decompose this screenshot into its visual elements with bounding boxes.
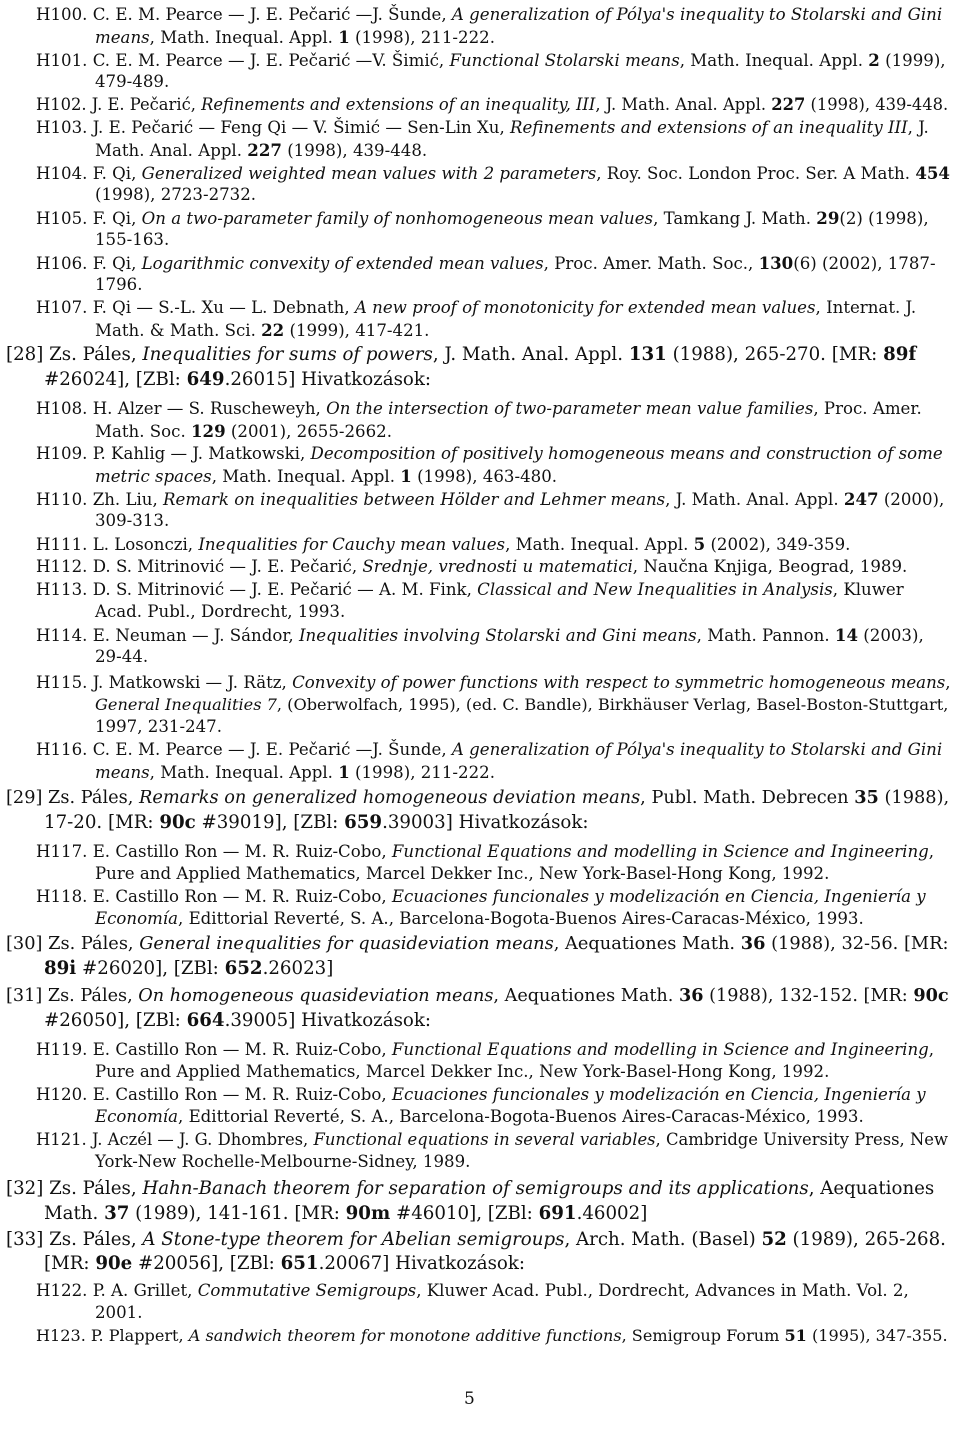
reference-line: 1796.: [95, 275, 143, 294]
page-number: 5: [464, 1389, 475, 1409]
reference-line: H121. J. Aczél — J. G. Dhombres, Functional equations in several variables, Cambridge University Press, New: [36, 1130, 949, 1149]
reference-line: York-New Rochelle-Melbourne-Sidney, 1989.: [95, 1152, 471, 1171]
reference-line: H120. E. Castillo Ron — M. R. Ruiz-Cobo, Ecuaciones funcionales y modelización en Ciencia, Ingeniería y: [36, 1085, 926, 1104]
reference-line: [33] Zs. Páles, A Stone-type theorem for Abelian semigroups, Arch. Math. (Basel) 52 (1989), 265-268.: [6, 1229, 946, 1250]
reference-line: Math. Soc. 129 (2001), 2655-2662.: [95, 421, 392, 441]
reference-line: H113. D. S. Mitrinović — J. E. Pečarić — A. M. Fink, Classical and New Inequalities in Analysis, Kluwer: [36, 580, 904, 599]
reference-line: 1997, 231-247.: [95, 717, 223, 736]
reference-line: H116. C. E. M. Pearce — J. E. Pečarić —J. Šunde, A generalization of Pólya's inequality to Stolarski and Gini: [36, 740, 943, 759]
reference-line: [32] Zs. Páles, Hahn-Banach theorem for separation of semigroups and its applications, Aequationes: [6, 1178, 935, 1199]
reference-line: H122. P. A. Grillet, Commutative Semigroups, Kluwer Acad. Publ., Dordrecht, Advances in Math. Vol. 2,: [36, 1281, 909, 1300]
reference-line: H118. E. Castillo Ron — M. R. Ruiz-Cobo, Ecuaciones funcionales y modelización en Ciencia, Ingeniería y: [36, 887, 926, 906]
reference-line: H111. L. Losonczi, Inequalities for Cauchy mean values, Math. Inequal. Appl. 5 (2002), 349-359.: [36, 534, 851, 554]
reference-line: Pure and Applied Mathematics, Marcel Dekker Inc., New York-Basel-Hong Kong, 1992.: [95, 1062, 830, 1081]
reference-line: H102. J. E. Pečarić, Refinements and extensions of an inequality, III, J. Math. Anal. Appl. 227 (1998), 439-448.: [36, 95, 949, 114]
reference-line: H107. F. Qi — S.-L. Xu — L. Debnath, A new proof of monotonicity for extended mean values, Internat. J.: [36, 298, 917, 317]
reference-line: General Inequalities 7, (Oberwolfach, 1995), (ed. C. Bandle), Birkhäuser Verlag, Basel-Boston-Stuttgart,: [95, 695, 949, 714]
reference-line: [MR: 90e #20056], [ZBl: 651.20067] Hivatkozások:: [44, 1253, 526, 1274]
reference-line: 155-163.: [95, 230, 170, 249]
reference-line: Math. 37 (1989), 141-161. [MR: 90m #46010], [ZBl: 691.46002]: [44, 1203, 648, 1224]
reference-line: Math. Anal. Appl. 227 (1998), 439-448.: [95, 140, 428, 160]
reference-line: H114. E. Neuman — J. Sándor, Inequalities involving Stolarski and Gini means, Math. Pannon. 14 (2003),: [36, 625, 924, 645]
reference-line: H123. P. Plappert, A sandwich theorem for monotone additive functions, Semigroup Forum 51 (1995), 347-355.: [36, 1326, 948, 1345]
reference-line: means, Math. Inequal. Appl. 1 (1998), 211-222.: [95, 762, 495, 782]
reference-line: 17-20. [MR: 90c #39019], [ZBl: 659.39003] Hivatkozások:: [44, 812, 589, 833]
reference-line: #26024], [ZBl: 649.26015] Hivatkozások:: [44, 369, 432, 390]
reference-line: H108. H. Alzer — S. Ruscheweyh, On the intersection of two-parameter mean value families, Proc. Amer.: [36, 399, 922, 418]
reference-line: [29] Zs. Páles, Remarks on generalized homogeneous deviation means, Publ. Math. Debrecen 35 (1988),: [6, 787, 950, 808]
reference-line: H101. C. E. M. Pearce — J. E. Pečarić —V. Šimić, Functional Stolarski means, Math. Inequal. Appl. 2 (1999),: [36, 50, 946, 70]
reference-line: 29-44.: [95, 647, 149, 666]
reference-line: H109. P. Kahlig — J. Matkowski, Decomposition of positively homogeneous means and construction of some: [36, 444, 943, 463]
reference-line: H119. E. Castillo Ron — M. R. Ruiz-Cobo, Functional Equations and modelling in Science and Ingineering,: [36, 1040, 935, 1059]
reference-line: H115. J. Matkowski — J. Rätz, Convexity of power functions with respect to symmetric homogeneous means,: [36, 673, 951, 692]
reference-line: H110. Zh. Liu, Remark on inequalities between Hölder and Lehmer means, J. Math. Anal. Appl. 247 (2000),: [36, 489, 945, 509]
reference-line: H112. D. S. Mitrinović — J. E. Pečarić, Srednje, vrednosti u matematici, Naučna Knjiga, Beograd, 1989.: [36, 557, 908, 576]
reference-line: metric spaces, Math. Inequal. Appl. 1 (1998), 463-480.: [95, 466, 558, 486]
reference-line: H106. F. Qi, Logarithmic convexity of extended mean values, Proc. Amer. Math. Soc., 130(6) (2002), 1787-: [36, 253, 936, 273]
reference-line: H105. F. Qi, On a two-parameter family of nonhomogeneous mean values, Tamkang J. Math. 29(2) (1998),: [36, 208, 929, 228]
reference-line: Acad. Publ., Dordrecht, 1993.: [95, 602, 346, 621]
reference-line: Math. & Math. Sci. 22 (1999), 417-421.: [95, 320, 430, 340]
reference-line: 2001.: [95, 1303, 143, 1322]
reference-line: [30] Zs. Páles, General inequalities for quasideviation means, Aequationes Math. 36 (1988), 32-56. [MR:: [6, 933, 949, 954]
reference-line: Economía, Edittorial Reverté, S. A., Barcelona-Bogota-Buenos Aires-Caracas-México, 1993.: [95, 1107, 864, 1126]
reference-line: [31] Zs. Páles, On homogeneous quasideviation means, Aequationes Math. 36 (1988), 132-152. [MR: 90c: [6, 985, 949, 1006]
reference-line: H104. F. Qi, Generalized weighted mean values with 2 parameters, Roy. Soc. London Proc. Ser. A Math. 454: [36, 163, 950, 183]
reference-line: 479-489.: [95, 72, 170, 91]
reference-line: means, Math. Inequal. Appl. 1 (1998), 211-222.: [95, 27, 495, 47]
reference-line: (1998), 2723-2732.: [95, 185, 257, 204]
reference-line: #26050], [ZBl: 664.39005] Hivatkozások:: [44, 1010, 432, 1031]
reference-line: H103. J. E. Pečarić — Feng Qi — V. Šimić — Sen-Lin Xu, Refinements and extensions of an inequality III, J.: [36, 118, 929, 137]
reference-line: H117. E. Castillo Ron — M. R. Ruiz-Cobo, Functional Equations and modelling in Science and Ingineering,: [36, 842, 935, 861]
reference-line: [28] Zs. Páles, Inequalities for sums of powers, J. Math. Anal. Appl. 131 (1988), 265-270. [MR: 89f: [6, 344, 917, 365]
reference-line: Economía, Edittorial Reverté, S. A., Barcelona-Bogota-Buenos Aires-Caracas-México, 1993.: [95, 909, 864, 928]
reference-line: 89i #26020], [ZBl: 652.26023]: [44, 958, 334, 979]
reference-line: 309-313.: [95, 511, 170, 530]
reference-line: H100. C. E. M. Pearce — J. E. Pečarić —J. Šunde, A generalization of Pólya's inequality to Stolarski and Gini: [36, 5, 943, 24]
reference-line: Pure and Applied Mathematics, Marcel Dekker Inc., New York-Basel-Hong Kong, 1992.: [95, 864, 830, 883]
